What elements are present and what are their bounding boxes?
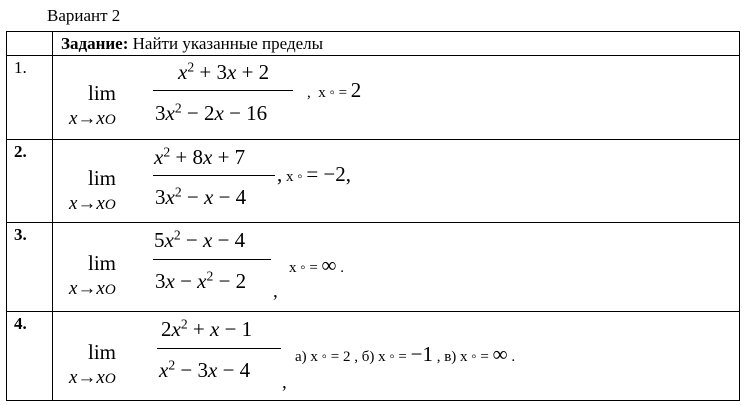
- denominator: $3x^2 - x - 4$: [155, 184, 247, 209]
- table-header-row: [7, 32, 740, 56]
- trailing-comma: ,: [273, 281, 278, 302]
- trailing-comma: ,: [282, 372, 287, 393]
- variant-title: Вариант 2: [47, 6, 121, 25]
- lim-word: lim: [88, 251, 117, 275]
- header-cell: [53, 32, 740, 56]
- lim-word: lim: [88, 81, 117, 105]
- fraction-bar: [153, 90, 293, 91]
- task-number: 4.: [7, 312, 53, 401]
- denominator: $x^2 - 3x - 4$: [159, 357, 251, 382]
- task-content: [53, 140, 740, 223]
- fraction-bar: [153, 259, 271, 260]
- lim-under: x→xO: [69, 278, 116, 299]
- task-number: 1.: [7, 56, 53, 140]
- lim-under: x→xO: [69, 367, 116, 388]
- numerator: $x^2 + 8x + 7$: [154, 144, 246, 169]
- fraction-bar: [157, 348, 281, 349]
- condition: а) x ◦ = 2 , б) x ◦ = −1 , в) x ◦ = ∞ .: [295, 342, 516, 366]
- task-content: [53, 56, 740, 140]
- lim-under: x→xO: [69, 108, 116, 129]
- task-number: 2.: [7, 140, 53, 223]
- task-number: 3.: [7, 223, 53, 312]
- condition: , x ◦ = 2: [307, 78, 362, 102]
- numerator: $x^2 + 3x + 2$: [178, 59, 270, 84]
- header-label: Задание:: [61, 34, 129, 53]
- task-content: [53, 223, 740, 312]
- numerator: $2x^2 + x - 1$: [161, 316, 253, 341]
- fraction-bar: [153, 175, 275, 176]
- numerator: $5x^2 - x - 4$: [154, 227, 246, 252]
- denominator: $3x - x^2 - 2$: [155, 268, 247, 293]
- table-row: [7, 223, 740, 312]
- lim-word: lim: [88, 166, 117, 190]
- header-num-cell: [7, 32, 53, 56]
- table-row: [7, 312, 740, 401]
- table-row: [7, 56, 740, 140]
- condition: x ◦ = ∞ .: [289, 253, 345, 277]
- table-row: [7, 140, 740, 223]
- header-text: Найти указанные пределы: [132, 34, 324, 53]
- condition: , x ◦ = −2,: [277, 162, 352, 186]
- lim-word: lim: [88, 340, 117, 364]
- lim-under: x→xO: [69, 193, 116, 214]
- task-content: [53, 312, 740, 401]
- denominator: $3x^2 - 2x - 16$: [155, 100, 268, 125]
- tasks-table: [6, 31, 740, 401]
